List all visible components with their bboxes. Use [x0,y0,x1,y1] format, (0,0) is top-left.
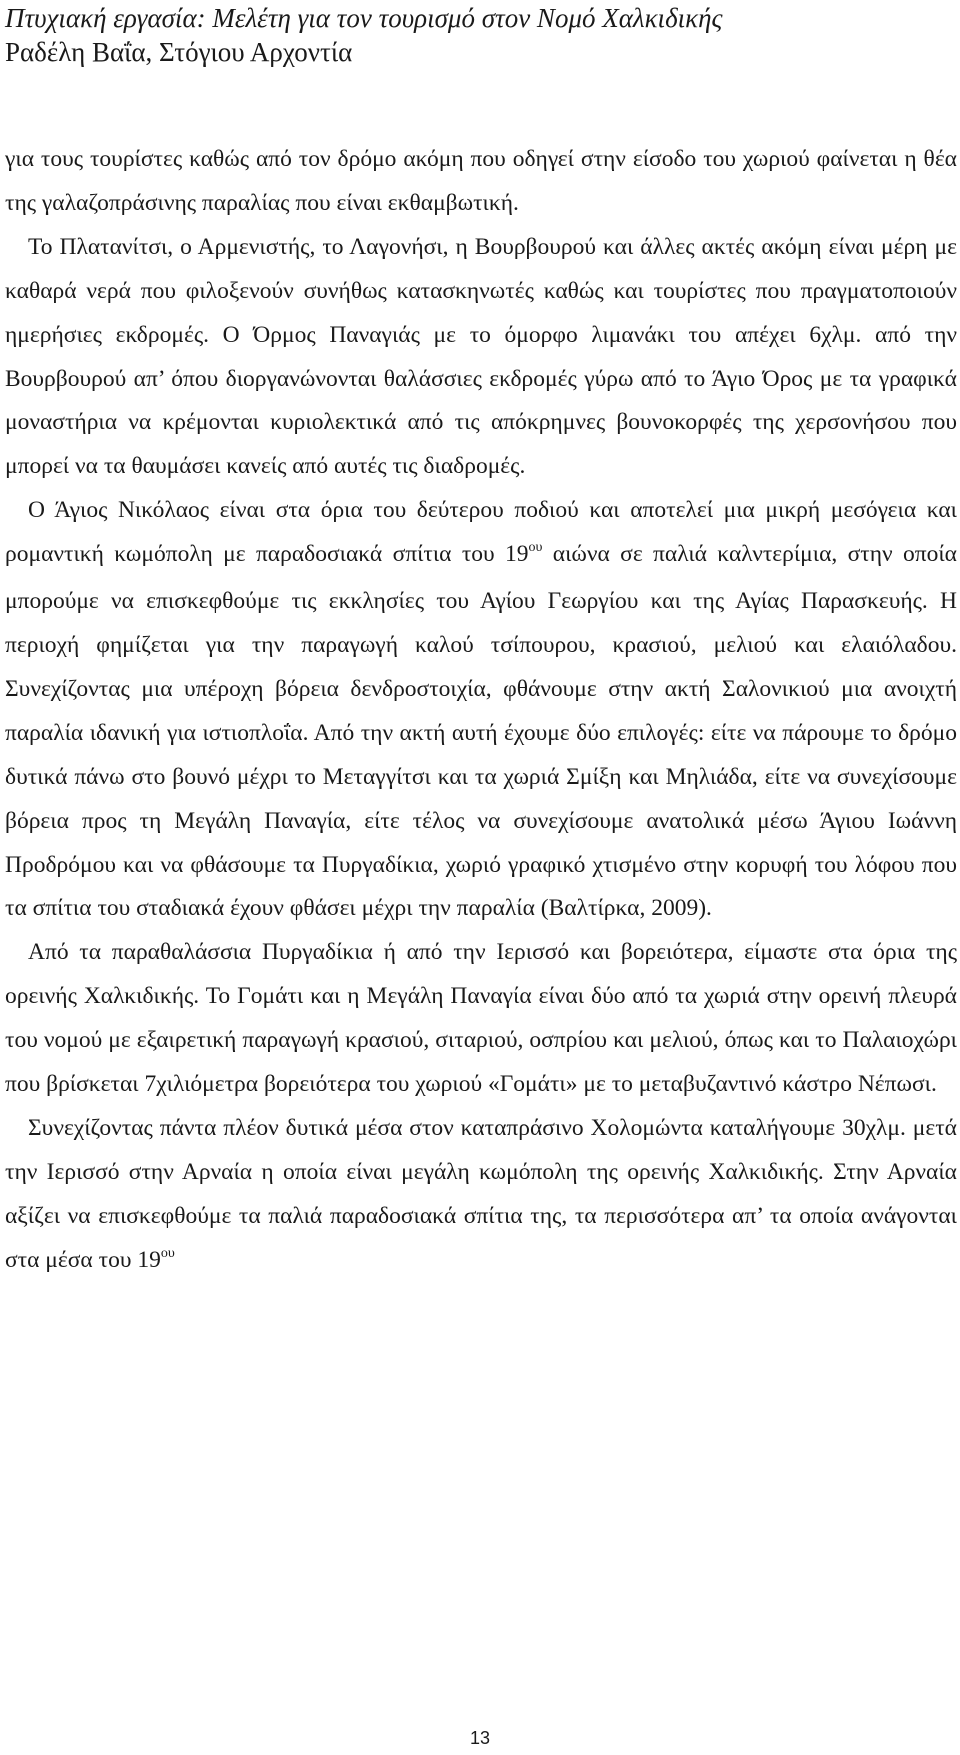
document-authors: Ραδέλη Βαΐα, Στόγιου Αρχοντία [5,37,353,67]
document-title: Πτυχιακή εργασία: Μελέτη για τον τουρισμό στον Νομό Χαλκιδικής [5,3,723,33]
paragraph-mountain-chalkidiki [5,931,957,1107]
paragraph-continuation [5,138,957,226]
superscript-ordinal: ου [160,1245,175,1261]
document-body [5,138,957,1286]
paragraph-text: για τους τουρίστες καθώς από τον δρόμο ακόμη που οδηγεί στην είσοδο του χωριού φαίνεται η θέα της γαλαζοπράσινης παραλίας που είναι εκθαμβωτική. [5,146,957,216]
running-header [5,2,955,68]
paragraph-text: Το Πλατανίτσι, ο Αρμενιστής, το Λαγονήσι, η Βουρβουρού και άλλες ακτές ακόμη είναι μέρη με καθαρά νερά που φιλοξενούν συνήθως κατασκηνωτές καθώς και τουρίστες που πραγματοποιούν ημερήσιες εκδρομές. Ο Όρμος Παναγιάς με το όμορφο λιμανάκι του απέχει 6χλμ. από την Βουρβουρού απ’ όπου διοργανώνονται θαλάσσιες εκδρομές γύρω από το Άγιο Όρος με τα γραφικά μοναστήρια να κρέμονται κυριολεκτικά από τις απόκρημνες βουνοκορφές της χερσονήσου που μπορεί να τα θαυμάσει κανείς από αυτές τις διαδρομές. [5,233,957,480]
paragraph-beaches [5,226,957,489]
paragraph-arnaia [5,1107,957,1286]
page-number: 13 [469,1728,491,1748]
superscript-ordinal: ου [528,540,543,556]
paragraph-text: Ο Άγιος Νικόλαος είναι στα όρια του δεύτερου ποδιού και αποτελεί μια μικρή μεσόγεια και ρομαντική κωμόπολη με παραδοσιακά σπίτια του 19 [5,497,957,568]
paragraph-text: Συνεχίζοντας πάντα πλέον δυτικά μέσα στον καταπράσινο Χολομώντα καταλήγουμε 30χλμ. μετά την Ιερισσό στην Αρναία η οποία είναι μεγάλη κωμόπολη της ορεινής Χαλκιδικής. Στην Αρναία αξίζει να επισκεφθούμε τα παλιά παραδοσιακά σπίτια της, τα περισσότερα απ’ τα οποία ανάγονται στα μέσα του 19 [5,1114,957,1273]
paragraph-text: αιώνα σε παλιά καλντερίμια, στην οποία μπορούμε να επισκεφθούμε τις εκκλησίες του Αγίου Γεωργίου και της Αγίας Παρασκευής. Η περιοχή φημίζεται για την παραγωγή καλού τσίπουρου, κρασιού, μελιού και ελαιόλαδου. Συνεχίζοντας μια υπέροχη βόρεια δενδροστοιχία, φθάνουμε στην ακτή Σαλονικιού μια ανοιχτή παραλία ιδανική για ιστιοπλοΐα. Από την ακτή αυτή έχουμε δύο επιλογές: είτε να πάρουμε το δρόμο δυτικά πάνω στο βουνό μέχρι το Μεταγγίτσι και τα χωριά Σμίξη και Μηλιάδα, είτε να συνεχίσουμε βόρεια προς τη Μεγάλη Παναγία, είτε τέλος να συνεχίσουμε ανατολικά μέσω Άγιου Ιωάννη Προδρόμου και να φθάσουμε τα Πυργαδίκια, χωριό γραφικό χτισμένο στην κορυφή του λόφου που τα σπίτια του σταδιακά έχουν φθάσει μέχρι την παραλία (Βαλτίρκα, 2009). [5,541,957,922]
paragraph-agios-nikolaos [5,489,957,931]
paragraph-text: Από τα παραθαλάσσια Πυργαδίκια ή από την Ιερισσό και βορειότερα, είμαστε στα όρια της ορεινής Χαλκιδικής. Το Γομάτι και η Μεγάλη Παναγία είναι δύο από τα χωριά στην ορεινή πλευρά του νομού με εξαιρετική παραγωγή κρασιού, σιταριού, οσπρίου και μελιού, όπως και το Παλαιοχώρι που βρίσκεται 7χιλιόμετρα βορειότερα του χωριού «Γομάτι» με το μεταβυζαντινό κάστρο Νέπωσι. [5,939,957,1098]
